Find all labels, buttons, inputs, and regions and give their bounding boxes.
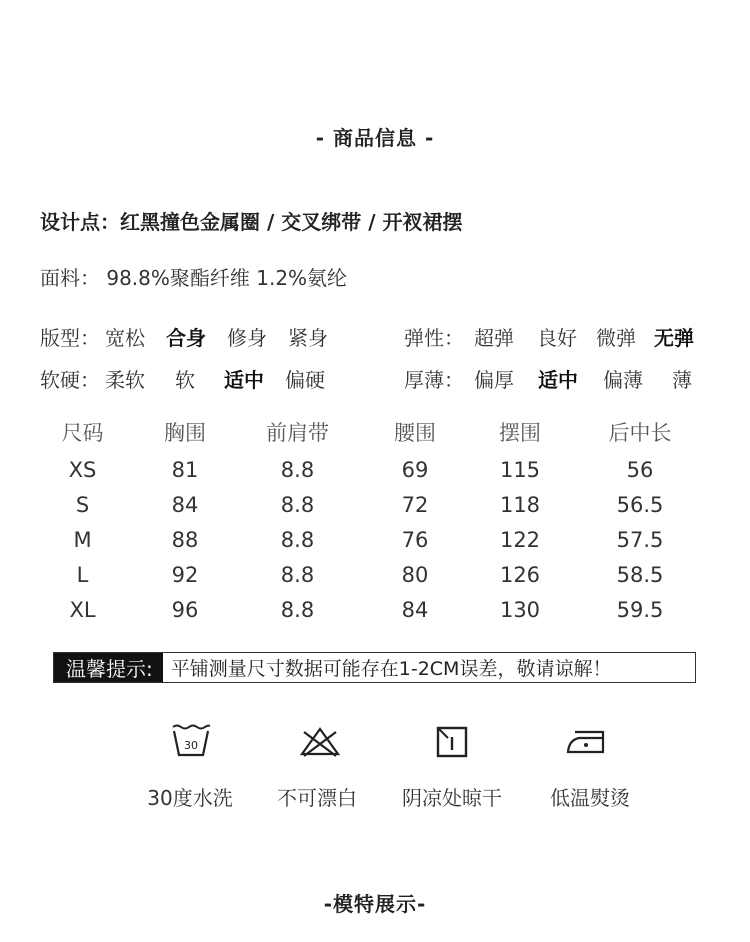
table-row: [30, 557, 710, 592]
table-cell: 59.5: [616, 597, 664, 622]
col-header: 腰围: [394, 421, 436, 445]
table-row: [30, 592, 710, 627]
table-cell: 69: [401, 457, 429, 482]
table-cell: 8.8: [280, 527, 315, 552]
softness-option: 软: [175, 368, 195, 392]
table-cell: 76: [401, 527, 429, 552]
table-cell: 126: [499, 562, 541, 587]
softness-option-selected: 适中: [224, 368, 264, 392]
table-cell: 8.8: [280, 597, 315, 622]
fit-option: 宽松: [105, 326, 145, 350]
table-cell: 84: [171, 492, 199, 517]
table-cell: 57.5: [616, 527, 664, 552]
thickness-label: 厚薄：: [404, 368, 464, 392]
table-cell: L: [76, 562, 89, 587]
table-cell: 72: [401, 492, 429, 517]
size-table-header: [30, 412, 710, 452]
table-row: [30, 487, 710, 522]
thickness-option: 偏薄: [603, 368, 643, 392]
thickness-option-selected: 适中: [538, 368, 578, 392]
table-cell: 81: [171, 457, 199, 482]
care-label: 30度水洗: [147, 786, 233, 810]
tip-text: 平铺测量尺寸数据可能存在1-2CM误差，敬请谅解！: [170, 658, 612, 680]
table-cell: 56: [626, 457, 654, 482]
section-title-product-info: - 商品信息 -: [315, 126, 435, 150]
col-header: 胸围: [164, 421, 206, 445]
fit-row: [40, 322, 100, 351]
fit-option: 紧身: [288, 326, 328, 350]
softness-option: 偏硬: [285, 368, 325, 392]
table-cell: XL: [69, 597, 96, 622]
table-cell: 118: [499, 492, 541, 517]
size-table: [30, 412, 710, 627]
thickness-option: 偏厚: [474, 368, 514, 392]
table-row: [30, 522, 710, 557]
table-cell: 115: [499, 457, 541, 482]
col-header: 尺码: [61, 421, 104, 445]
table-cell: 56.5: [616, 492, 664, 517]
design-points: 设计点：红黑撞色金属圈 / 交叉绑带 / 开衩裙摆: [40, 210, 463, 234]
elasticity-option: 良好: [537, 326, 577, 350]
tip-label: 温馨提示:: [54, 653, 163, 682]
wash-temp-text: 30: [184, 739, 198, 752]
table-row: [30, 452, 710, 487]
table-cell: 88: [171, 527, 199, 552]
wash-30-icon: [170, 722, 212, 760]
fabric-info: 面料： 98.8%聚酯纤维 1.2%氨纶: [40, 266, 348, 290]
col-header: 后中长: [608, 421, 672, 445]
table-cell: 80: [401, 562, 429, 587]
dry-in-shade-icon: [434, 724, 470, 760]
fit-option-selected: 合身: [166, 326, 206, 350]
care-label: 阴凉处晾干: [402, 786, 502, 810]
table-cell: 96: [171, 597, 199, 622]
softness-label: 软硬：: [40, 368, 100, 392]
elasticity-option: 超弹: [474, 326, 514, 350]
table-cell: 130: [499, 597, 541, 622]
elasticity-label: 弹性：: [404, 326, 464, 350]
elasticity-option: 微弹: [596, 326, 636, 350]
fit-option: 修身: [227, 326, 267, 350]
col-header: 摆围: [499, 421, 541, 445]
softness-option: 柔软: [105, 368, 145, 392]
no-bleach-icon: [298, 724, 342, 760]
care-label: 不可漂白: [277, 786, 357, 810]
table-cell: 122: [499, 527, 541, 552]
table-cell: S: [75, 492, 90, 517]
table-cell: 92: [171, 562, 199, 587]
section-title-model-display: -模特展示-: [323, 892, 427, 916]
table-cell: 8.8: [280, 562, 315, 587]
table-cell: 84: [401, 597, 429, 622]
thickness-option: 薄: [672, 368, 692, 392]
fit-label: 版型：: [40, 326, 100, 350]
table-cell: XS: [68, 457, 97, 482]
elasticity-option-selected: 无弹: [654, 326, 694, 350]
table-cell: 8.8: [280, 457, 315, 482]
tip-bar: [53, 652, 696, 683]
table-cell: 58.5: [616, 562, 664, 587]
table-cell: M: [73, 527, 92, 552]
care-label: 低温熨烫: [550, 786, 630, 810]
table-cell: 8.8: [280, 492, 315, 517]
col-header: 前肩带: [266, 421, 329, 445]
low-iron-icon: [565, 726, 609, 758]
